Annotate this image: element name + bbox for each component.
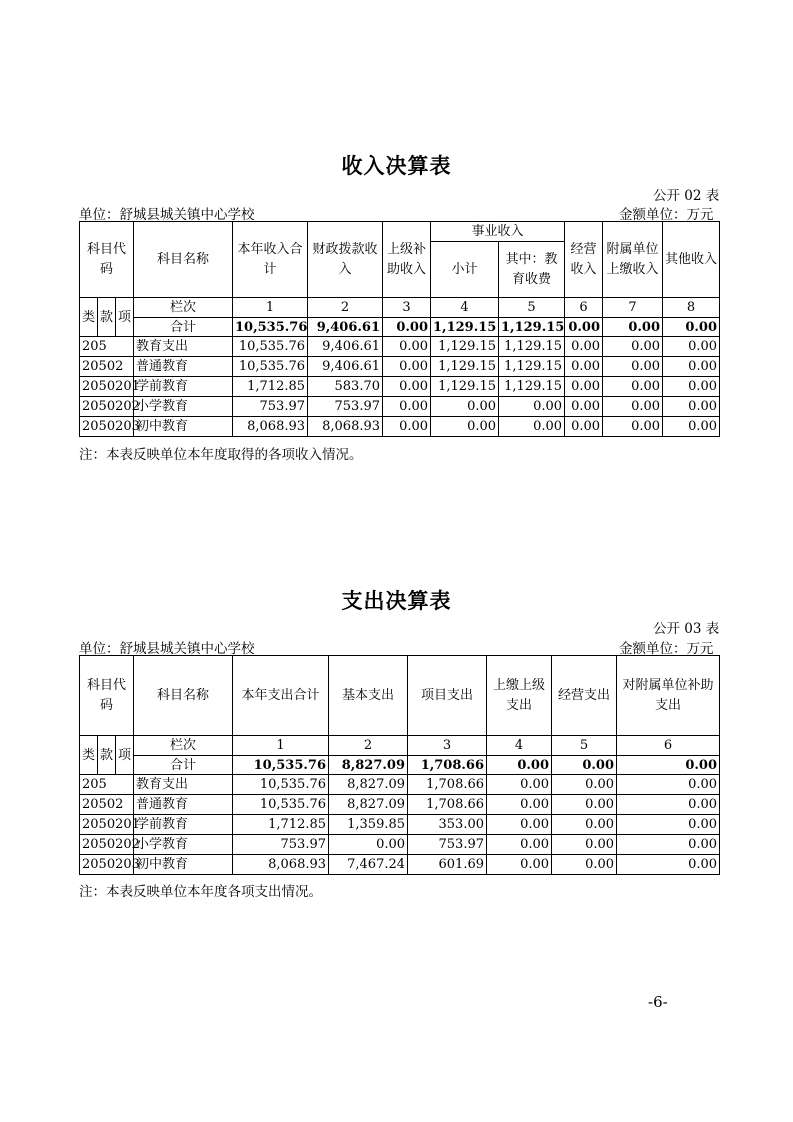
- row-value: 0.00: [617, 775, 720, 795]
- row-value: 0.00: [617, 815, 720, 835]
- table-row: [80, 855, 720, 875]
- row-value: 0.00: [487, 775, 552, 795]
- row-value: 0.00: [663, 417, 720, 437]
- income-table-no: 公开 02 表: [653, 188, 720, 204]
- row-code: 205: [80, 337, 134, 357]
- row-name: 小学教育: [134, 835, 233, 855]
- income-header-upper-subsidy: 上级补助收入: [383, 222, 431, 298]
- row-code: 2050203: [80, 417, 134, 437]
- row-value: 753.97: [233, 835, 329, 855]
- income-col-num: 3: [383, 298, 431, 318]
- row-value: 0.00: [383, 337, 431, 357]
- row-code: 2050202: [80, 397, 134, 417]
- income-total-cell: 10,535.76: [233, 318, 308, 337]
- expense-table: [79, 655, 720, 875]
- row-value: 753.97: [308, 397, 383, 417]
- row-value: 0.00: [431, 397, 499, 417]
- expense-total-label: 合计: [134, 756, 233, 775]
- row-value: 1,129.15: [431, 357, 499, 377]
- row-value: 8,827.09: [329, 775, 408, 795]
- row-value: 0.00: [383, 357, 431, 377]
- income-header-name: 科目名称: [134, 222, 233, 298]
- expense-header-project: 项目支出: [408, 656, 487, 736]
- income-header-item: 项: [116, 298, 134, 337]
- expense-total-cell: 0.00: [487, 756, 552, 775]
- row-value: 1,712.85: [233, 815, 329, 835]
- row-value: 0.00: [603, 397, 663, 417]
- expense-amount-unit: 金额单位：万元: [619, 641, 714, 657]
- row-value: 1,129.15: [431, 337, 499, 357]
- income-header-sec: 款: [98, 298, 116, 337]
- row-value: 753.97: [233, 397, 308, 417]
- table-row: [80, 775, 720, 795]
- row-value: 8,068.93: [308, 417, 383, 437]
- expense-header-total: 本年支出合计: [233, 656, 329, 736]
- page-number: -6-: [648, 993, 668, 1011]
- income-total-cell: 0.00: [663, 318, 720, 337]
- row-value: 753.97: [408, 835, 487, 855]
- row-value: 0.00: [565, 357, 603, 377]
- expense-col-num: 2: [329, 736, 408, 756]
- row-value: 0.00: [617, 835, 720, 855]
- expense-note: 注：本表反映单位本年度各项支出情况。: [79, 884, 322, 900]
- row-value: 0.00: [383, 417, 431, 437]
- income-note: 注：本表反映单位本年度取得的各项收入情况。: [79, 447, 363, 463]
- income-title: 收入决算表: [341, 154, 452, 178]
- row-value: 0.00: [552, 815, 617, 835]
- row-name: 普通教育: [134, 795, 233, 815]
- table-row: [80, 417, 720, 437]
- expense-total-cell: 8,827.09: [329, 756, 408, 775]
- row-value: 0.00: [552, 835, 617, 855]
- row-value: 0.00: [603, 337, 663, 357]
- expense-header-cat: 类: [80, 736, 98, 775]
- income-total-cell: 0.00: [565, 318, 603, 337]
- row-name: 小学教育: [134, 397, 233, 417]
- row-value: 1,712.85: [233, 377, 308, 397]
- row-code: 20502: [80, 795, 134, 815]
- income-col-num: 7: [603, 298, 663, 318]
- row-value: 0.00: [565, 377, 603, 397]
- row-value: 9,406.61: [308, 357, 383, 377]
- expense-col-num: 4: [487, 736, 552, 756]
- income-col-num: 6: [565, 298, 603, 318]
- income-table: [79, 221, 720, 437]
- expense-total-cell: 1,708.66: [408, 756, 487, 775]
- table-row: [80, 357, 720, 377]
- row-name: 学前教育: [134, 815, 233, 835]
- row-value: 1,129.15: [499, 357, 565, 377]
- row-value: 0.00: [603, 417, 663, 437]
- row-code: 2050202: [80, 835, 134, 855]
- income-col-num: 1: [233, 298, 308, 318]
- expense-total-cell: 10,535.76: [233, 756, 329, 775]
- row-value: 10,535.76: [233, 337, 308, 357]
- row-name: 教育支出: [134, 775, 233, 795]
- expense-header-code: 科目代码: [80, 656, 134, 736]
- expense-header-basic: 基本支出: [329, 656, 408, 736]
- row-value: 10,535.76: [233, 775, 329, 795]
- income-col-num: 2: [308, 298, 383, 318]
- expense-total-cell: 0.00: [552, 756, 617, 775]
- row-value: 0.00: [663, 337, 720, 357]
- row-value: 0.00: [565, 397, 603, 417]
- row-value: 353.00: [408, 815, 487, 835]
- row-value: 583.70: [308, 377, 383, 397]
- row-value: 9,406.61: [308, 337, 383, 357]
- table-row: [80, 815, 720, 835]
- income-total-cell: 0.00: [383, 318, 431, 337]
- expense-header-name: 科目名称: [134, 656, 233, 736]
- row-value: 8,068.93: [233, 417, 308, 437]
- income-total-row: [80, 318, 720, 337]
- row-value: 0.00: [617, 795, 720, 815]
- income-header-edu-fee: 其中：教育收费: [499, 242, 565, 298]
- row-code: 2050203: [80, 855, 134, 875]
- expense-total-row: [80, 756, 720, 775]
- income-total-cell: 1,129.15: [499, 318, 565, 337]
- income-header-other: 其他收入: [663, 222, 720, 298]
- expense-header-upper: 上缴上级支出: [487, 656, 552, 736]
- row-value: 1,359.85: [329, 815, 408, 835]
- income-header-code: 科目代码: [80, 222, 134, 298]
- row-name: 初中教育: [134, 855, 233, 875]
- row-value: 0.00: [565, 417, 603, 437]
- income-col-num: 4: [431, 298, 499, 318]
- income-total-label: 合计: [134, 318, 233, 337]
- row-value: 0.00: [499, 417, 565, 437]
- row-value: 1,129.15: [499, 337, 565, 357]
- row-value: 8,827.09: [329, 795, 408, 815]
- row-name: 初中教育: [134, 417, 233, 437]
- row-code: 2050201: [80, 815, 134, 835]
- expense-unit: 单位：舒城县城关镇中心学校: [79, 641, 255, 657]
- expense-col-num: 1: [233, 736, 329, 756]
- row-value: 0.00: [487, 795, 552, 815]
- row-value: 1,708.66: [408, 795, 487, 815]
- income-header-subtotal: 小计: [431, 242, 499, 298]
- table-row: [80, 835, 720, 855]
- income-header-career: 事业收入: [431, 222, 565, 242]
- table-row: [80, 397, 720, 417]
- row-value: 0.00: [565, 337, 603, 357]
- row-value: 0.00: [383, 397, 431, 417]
- income-total-cell: 0.00: [603, 318, 663, 337]
- expense-col-num: 6: [617, 736, 720, 756]
- income-total-cell: 9,406.61: [308, 318, 383, 337]
- expense-col-label: 栏次: [134, 736, 233, 756]
- row-value: 0.00: [487, 835, 552, 855]
- row-value: 0.00: [663, 357, 720, 377]
- row-name: 学前教育: [134, 377, 233, 397]
- row-value: 0.00: [617, 855, 720, 875]
- expense-col-num: 3: [408, 736, 487, 756]
- row-value: 0.00: [603, 377, 663, 397]
- row-value: 601.69: [408, 855, 487, 875]
- income-col-label: 栏次: [134, 298, 233, 318]
- row-value: 0.00: [552, 795, 617, 815]
- row-value: 0.00: [663, 377, 720, 397]
- income-header-operating: 经营收入: [565, 222, 603, 298]
- row-value: 1,129.15: [499, 377, 565, 397]
- row-value: 0.00: [663, 397, 720, 417]
- row-value: 8,068.93: [233, 855, 329, 875]
- expense-header-affiliated: 对附属单位补助支出: [617, 656, 720, 736]
- row-value: 0.00: [603, 357, 663, 377]
- expense-col-num: 5: [552, 736, 617, 756]
- income-header-total: 本年收入合计: [233, 222, 308, 298]
- expense-title: 支出决算表: [341, 589, 452, 613]
- row-value: 0.00: [552, 855, 617, 875]
- expense-table-no: 公开 03 表: [653, 621, 720, 637]
- row-value: 0.00: [329, 835, 408, 855]
- income-header-affiliated: 附属单位上缴收入: [603, 222, 663, 298]
- income-header-fiscal: 财政拨款收入: [308, 222, 383, 298]
- row-value: 1,708.66: [408, 775, 487, 795]
- row-code: 20502: [80, 357, 134, 377]
- row-value: 10,535.76: [233, 795, 329, 815]
- row-name: 普通教育: [134, 357, 233, 377]
- row-value: 7,467.24: [329, 855, 408, 875]
- row-value: 1,129.15: [431, 377, 499, 397]
- expense-header-sec: 款: [98, 736, 116, 775]
- row-value: 0.00: [487, 855, 552, 875]
- expense-header-item: 项: [116, 736, 134, 775]
- income-col-num: 8: [663, 298, 720, 318]
- row-value: 0.00: [552, 775, 617, 795]
- income-amount-unit: 金额单位：万元: [619, 207, 714, 223]
- row-value: 0.00: [487, 815, 552, 835]
- row-code: 2050201: [80, 377, 134, 397]
- row-value: 0.00: [499, 397, 565, 417]
- table-row: [80, 337, 720, 357]
- row-value: 10,535.76: [233, 357, 308, 377]
- expense-header-operating: 经营支出: [552, 656, 617, 736]
- income-unit: 单位：舒城县城关镇中心学校: [79, 207, 255, 223]
- row-name: 教育支出: [134, 337, 233, 357]
- table-row: [80, 377, 720, 397]
- row-value: 0.00: [431, 417, 499, 437]
- row-value: 0.00: [383, 377, 431, 397]
- income-total-cell: 1,129.15: [431, 318, 499, 337]
- table-row: [80, 795, 720, 815]
- income-col-num: 5: [499, 298, 565, 318]
- expense-total-cell: 0.00: [617, 756, 720, 775]
- income-header-cat: 类: [80, 298, 98, 337]
- row-code: 205: [80, 775, 134, 795]
